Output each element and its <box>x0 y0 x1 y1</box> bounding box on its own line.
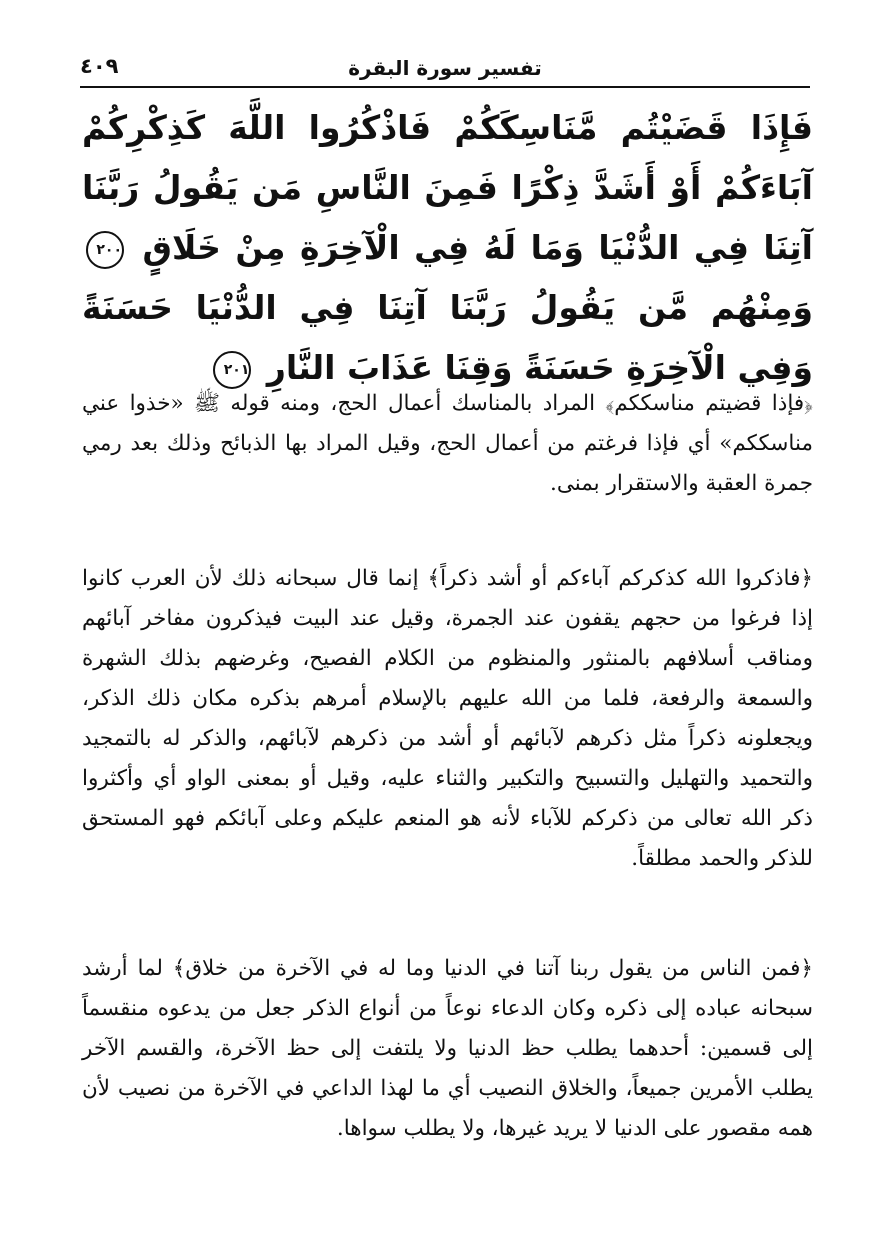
commentary-paragraph: ﴿فإذا قضيتم مناسككم﴾ المراد بالمناسك أعمال الحج، ومنه قوله ﷺ «خذوا عني مناسككم» أي فإذا فرغتم من أعمال الحج، وقيل المراد بها الذبائح وذلك بعد رمي جمرة العقبة والاستقرار بمنى. <box>82 391 813 496</box>
ayah-number-marker: ٢٠١ <box>213 351 251 389</box>
page-header <box>80 52 810 88</box>
page-number: ٤٠٩ <box>80 54 119 78</box>
commentary-paragraph: ﴿فاذكروا الله كذكركم آباءكم أو أشد ذكراً﴾ إنما قال سبحانه ذلك لأن العرب كانوا إذا فرغوا من حجهم يقفون عند الجمرة، وقيل عند البيت فيذكرون مفاخر آبائهم ومناقب أسلافهم بالمنثور والمنظوم من الكلام الفصيح، وغرضهم بذلك الشهرة والسمعة والرفعة، فلما من الله عليهم بالإسلام أمرهم بذكره مكان ذلك الذكر، ويجعلونه ذكراً مثل ذكرهم لآبائهم أو أشد من ذكرهم لآبائهم، والذكر له بالتمجيد والتحميد والتهليل والتسبيح والتكبير والثناء عليه، وقيل أو بمعنى الواو أي وأكثروا ذكر الله تعالى من ذكركم للآباء لأنه هو المنعم عليكم وعلى آبائكم فهو المستحق للذكر والحمد مطلقاً. <box>82 566 813 871</box>
quran-verse-text: وَمِنْهُم مَّن يَقُولُ رَبَّنَا آتِنَا فِي الدُّنْيَا حَسَنَةً وَفِي الْآخِرَةِ حَسَنَةً وَقِنَا عَذَابَ النَّارِ <box>82 288 813 387</box>
header-rule <box>80 86 810 88</box>
quran-verse-text: فَإِذَا قَضَيْتُم مَّنَاسِكَكُمْ فَاذْكُرُوا اللَّهَ كَذِكْرِكُمْ آبَاءَكُمْ أَوْ أَشَدَّ ذِكْرًا فَمِنَ النَّاسِ مَن يَقُولُ رَبَّنَا آتِنَا فِي الدُّنْيَا وَمَا لَهُ فِي الْآخِرَةِ مِنْ خَلَاقٍ <box>82 108 813 267</box>
ayah-number-marker: ٢٠٠ <box>86 231 124 269</box>
commentary-paragraph: ﴿فمن الناس من يقول ربنا آتنا في الدنيا وما له في الآخرة من خلاق﴾ لما أرشد سبحانه عباده إلى ذكره وكان الدعاء نوعاً من أنواع الذكر جعل من يدعوه منقسماً إلى قسمين: أحدهما يطلب حظ الدنيا ولا يلتفت إلى حظ الآخرة، والقسم الآخر يطلب الأمرين جميعاً، والخلاق النصيب أي ما لهذا الداعي في الآخرة من نصيب لأن همه مقصور على الدنيا لا يريد غيرها، ولا يطلب سواها. <box>82 956 813 1141</box>
quran-verses <box>82 98 813 398</box>
page-title: تفسير سورة البقرة <box>348 56 542 80</box>
